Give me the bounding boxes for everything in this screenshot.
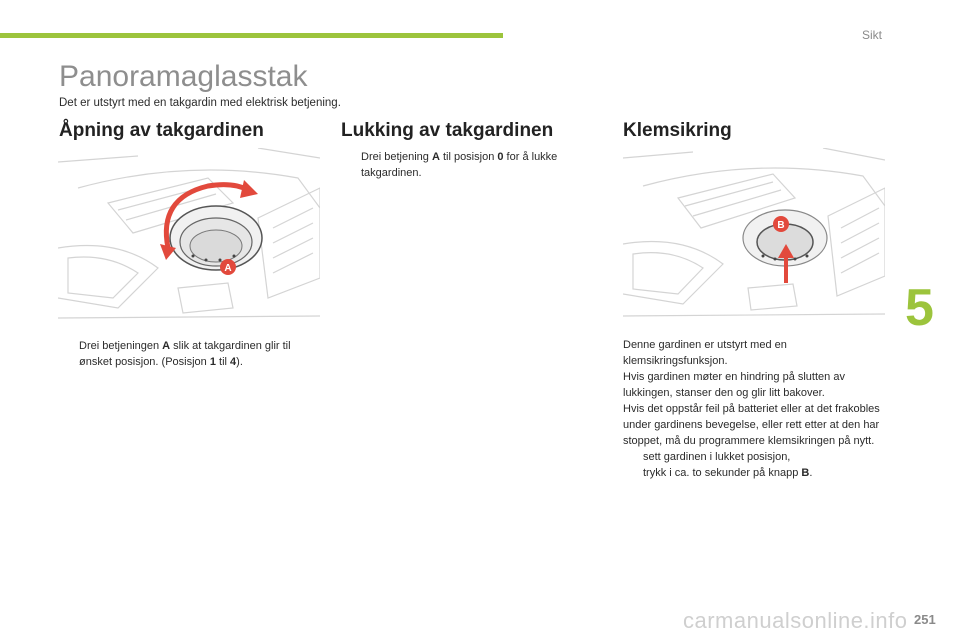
page-subtitle: Det er utstyrt med en takgardin med elektrisk betjening. bbox=[59, 97, 341, 109]
illustration-pinch-protection bbox=[623, 148, 885, 328]
step-item: trykk i ca. to sekunder på knapp B. bbox=[643, 467, 813, 479]
paragraph: Denne gardinen er utstyrt med en klemsikringsfunksjon. bbox=[623, 339, 787, 367]
svg-text:A: A bbox=[224, 263, 232, 274]
pinch-protection-text bbox=[623, 337, 888, 481]
section-label: Sikt bbox=[862, 28, 883, 42]
paragraph: Hvis det oppstår feil på batteriet eller at det frakobles under gardinens bevegelse, eller rett etter at den har stoppet, må du programmere klemsikringen på nytt. bbox=[623, 403, 880, 447]
page-number: 251 bbox=[914, 612, 936, 627]
paragraph: Hvis gardinen møter en hindring på slutten av lukkingen, stanser den og glir litt bakover. bbox=[623, 371, 845, 399]
heading-pinch-protection: Klemsikring bbox=[623, 120, 732, 141]
heading-opening: Åpning av takgardinen bbox=[59, 120, 264, 141]
top-accent-bar bbox=[0, 33, 503, 38]
heading-closing: Lukking av takgardinen bbox=[341, 120, 554, 141]
svg-text:B: B bbox=[777, 220, 785, 231]
illustration-opening bbox=[58, 148, 320, 328]
watermark: carmanualsonline.info bbox=[683, 608, 908, 633]
step-item: sett gardinen i lukket posisjon, bbox=[643, 451, 791, 463]
chapter-number: 5 bbox=[905, 279, 934, 337]
step-closing: Drei betjening A til posisjon 0 for å lukke takgardinen. bbox=[361, 151, 558, 179]
step-opening: Drei betjeningen A slik at takgardinen glir til ønsket posisjon. (Posisjon 1 til 4). bbox=[79, 340, 291, 368]
page-title: Panoramaglasstak bbox=[59, 60, 308, 93]
